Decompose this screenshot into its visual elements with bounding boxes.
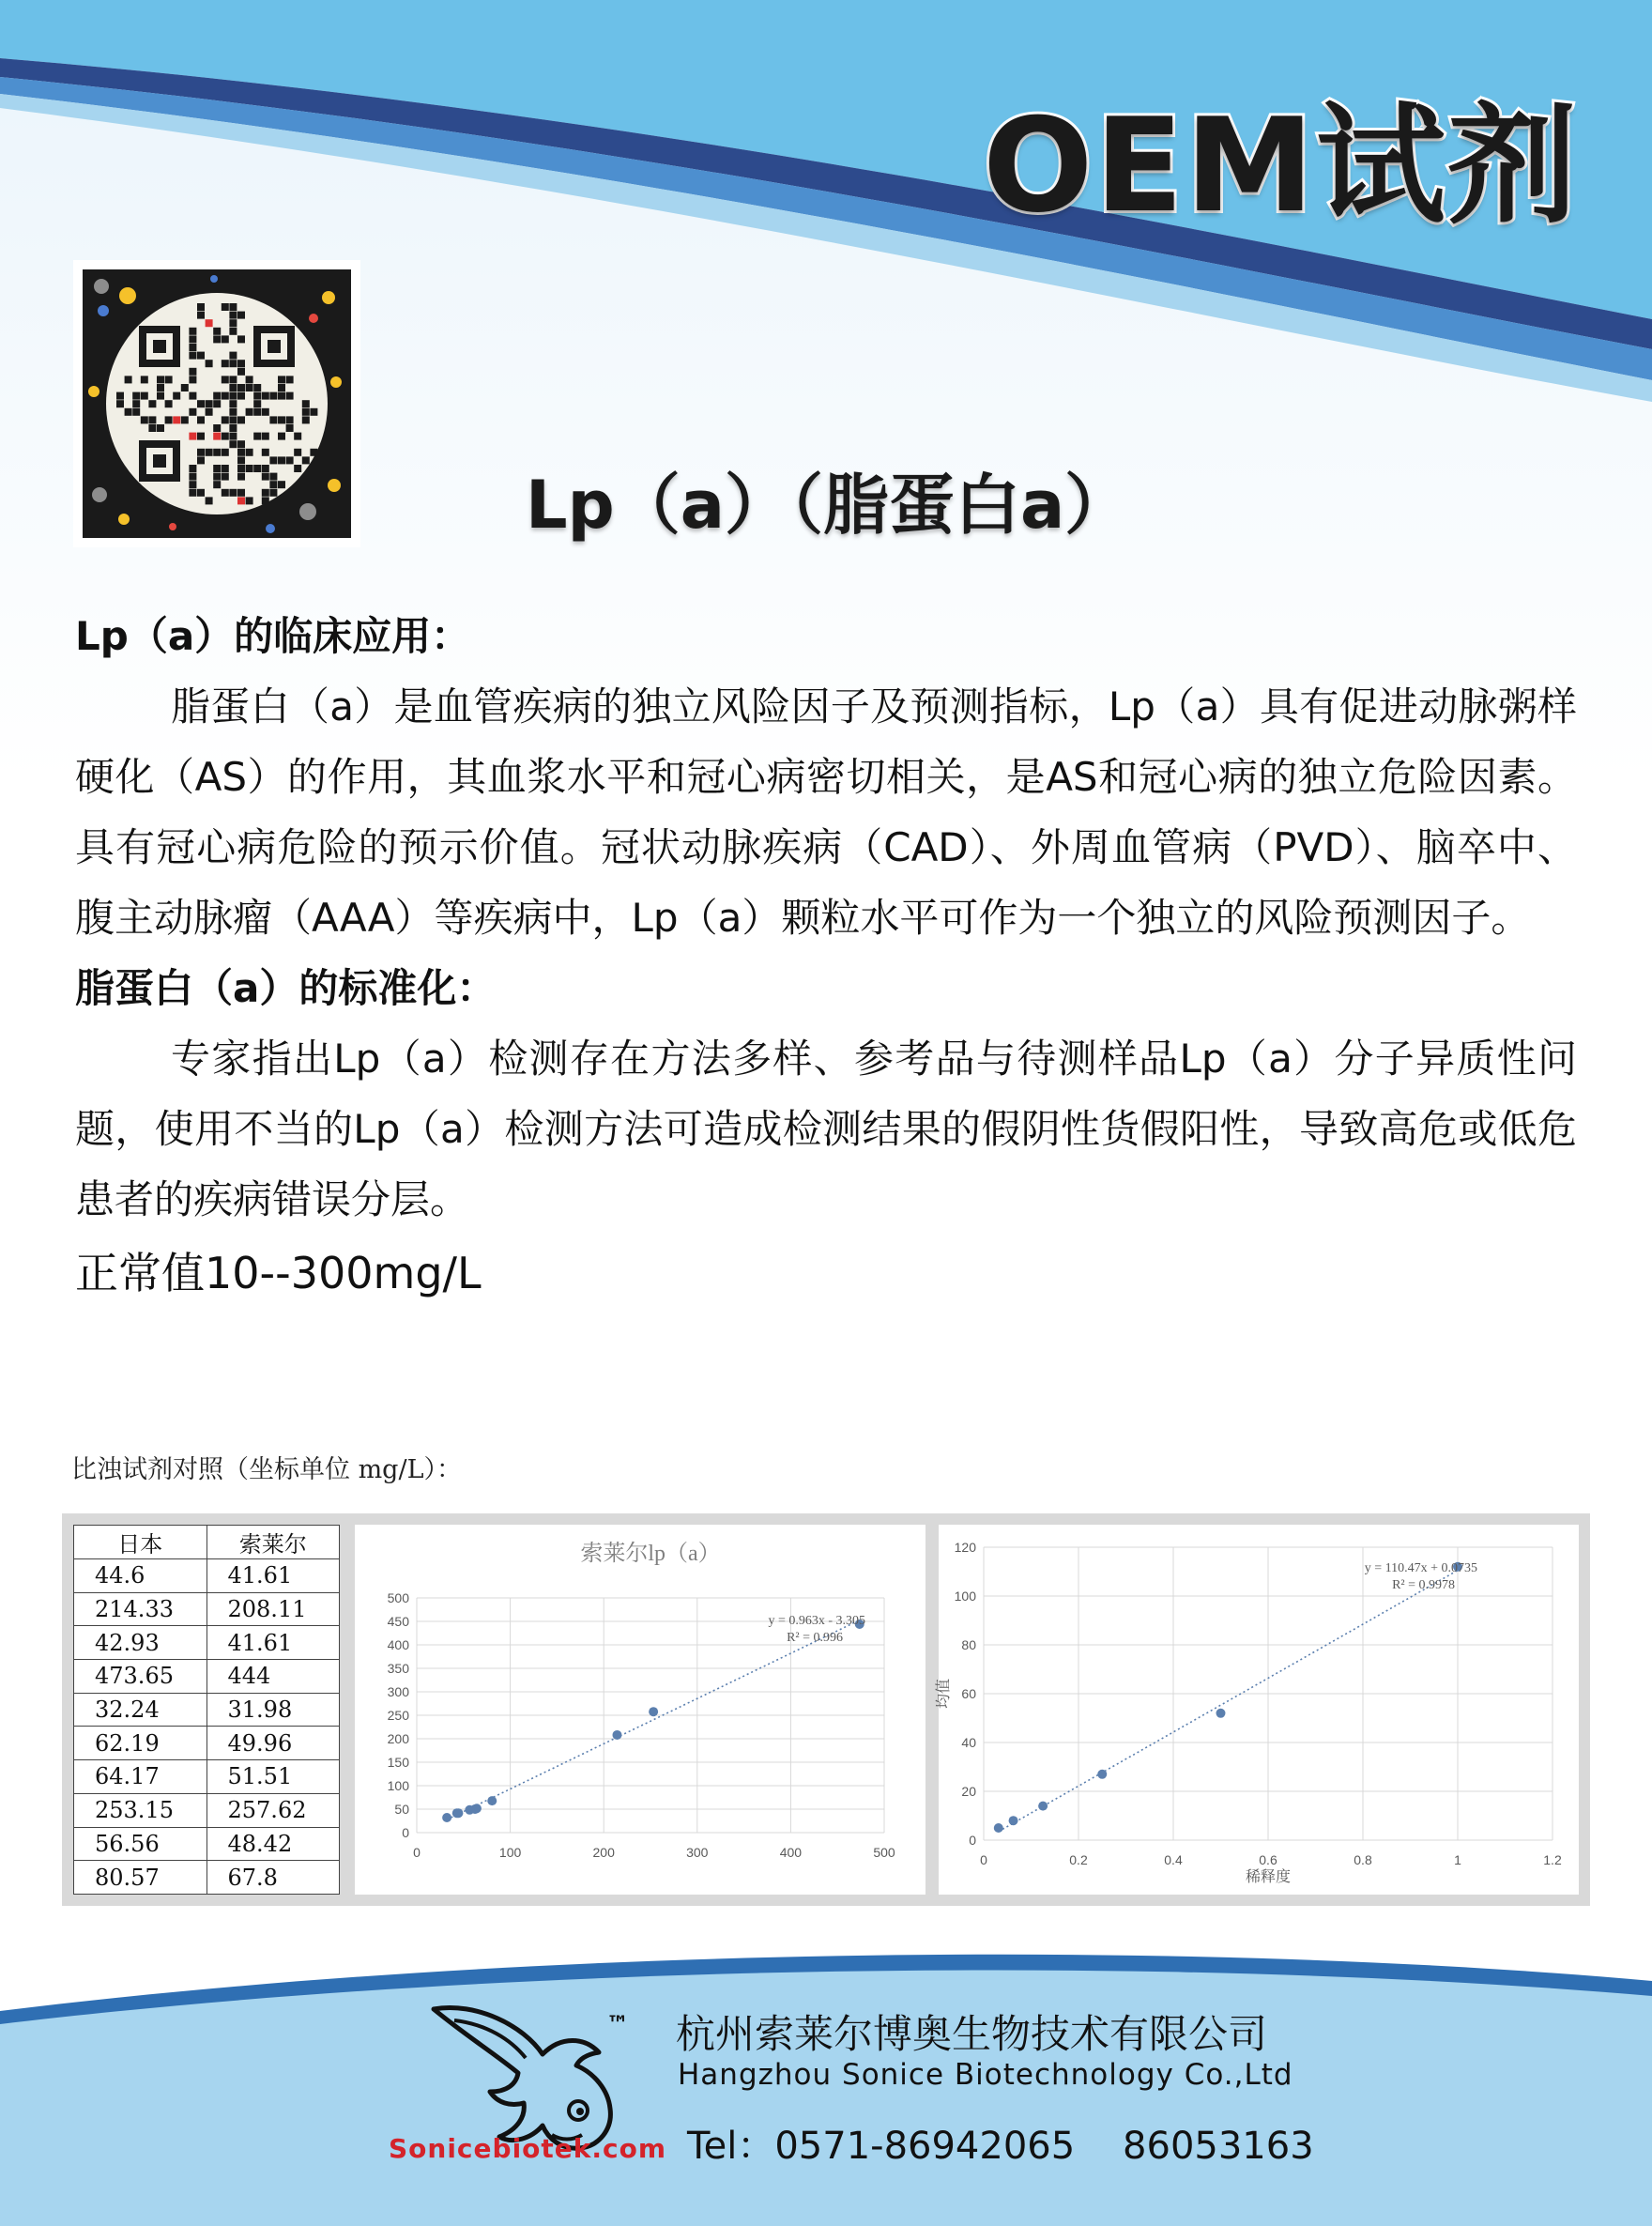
table-cell: 56.56 [74,1827,207,1861]
table-cell: 32.24 [74,1693,207,1727]
data-point [487,1796,497,1805]
comparison-panel [62,1513,1590,1906]
website-link[interactable]: Sonicebiotek.com [389,2133,667,2164]
data-point [612,1730,621,1740]
x-tick-label: 100 [498,1845,522,1860]
table-row [74,1827,340,1861]
table-cell: 31.98 [206,1693,340,1727]
x-tick-label: 1 [1454,1852,1461,1867]
headline: OEM试剂 [983,90,1579,241]
comparison-caption: 比浊试剂对照（坐标单位 mg/L）： [71,1455,462,1484]
y-tick-label: 300 [387,1684,409,1699]
y-tick-label: 20 [961,1784,976,1799]
x-tick-label: 0.2 [1069,1852,1088,1867]
table-cell: 257.62 [206,1793,340,1827]
table-cell: 51.51 [206,1760,340,1794]
standard-paragraph: 专家指出Lp（a）检测存在方法多样、参考品与待测样品Lp（a）分子异质性问题，使用不当的Lp（a）检测方法可造成检测结果的假阴性货假阳性，导致高危或低危患者的疾病错误分层。 [75,1036,1577,1222]
table-cell: 208.11 [206,1592,340,1626]
trendline-equation: y = 0.963x - 3.305 [768,1614,865,1628]
data-point [1009,1816,1018,1825]
data-point [1038,1802,1048,1811]
y-tick-label: 40 [961,1735,976,1750]
trendline-r2: R² = 0.9978 [1392,1578,1455,1592]
y-tick-label: 0 [402,1825,409,1840]
table-cell: 67.8 [206,1861,340,1895]
x-tick-label: 0 [980,1852,987,1867]
y-tick-label: 80 [961,1637,976,1652]
trendline [999,1571,1458,1832]
y-tick-label: 100 [387,1778,409,1793]
qr-code [73,260,360,547]
trendline-r2: R² = 0.996 [787,1631,843,1645]
x-tick-label: 0.8 [1354,1852,1372,1867]
column-header: 索莱尔 [206,1526,340,1559]
data-point [1097,1770,1107,1779]
trendline [447,1620,860,1820]
trendline-equation: y = 110.47x + 0.0735 [1364,1561,1477,1575]
y-tick-label: 450 [387,1614,409,1629]
y-tick-label: 350 [387,1661,409,1676]
telephone: Tel：0571-86942065 86053163 [687,2125,1314,2168]
table-row [74,1559,340,1593]
table-cell: 48.42 [206,1827,340,1861]
chart-title: 索莱尔lp（a） [580,1542,721,1566]
x-axis-label: 稀释度 [1245,1869,1292,1885]
x-tick-label: 400 [779,1845,803,1860]
x-tick-label: 200 [592,1845,615,1860]
y-tick-label: 60 [961,1686,976,1701]
table-cell: 473.65 [74,1660,207,1694]
y-tick-label: 120 [954,1540,976,1555]
chart-1-canvas [355,1525,925,1895]
table-cell: 44.6 [74,1559,207,1593]
company-name-cn: 杭州索莱尔博奥生物技术有限公司 [676,2011,1268,2057]
table-cell: 62.19 [74,1727,207,1760]
chart-2-canvas [936,1525,1579,1895]
y-tick-label: 150 [387,1755,409,1770]
table-row [74,1592,340,1626]
y-tick-label: 0 [969,1833,976,1848]
table-cell: 80.57 [74,1861,207,1895]
data-point [452,1808,462,1818]
comparison-table [73,1525,340,1895]
article-body [75,601,1577,1309]
y-tick-label: 100 [954,1589,976,1604]
table-header-row [74,1526,340,1559]
x-tick-label: 500 [873,1845,895,1860]
data-point [442,1813,451,1822]
scatter-chart-dilution [936,1525,1579,1895]
x-tick-label: 0.6 [1259,1852,1277,1867]
page-title: Lp（a）（脂蛋白a） [526,467,1131,544]
table-cell: 49.96 [206,1727,340,1760]
y-tick-label: 500 [387,1590,409,1605]
data-point [1216,1709,1226,1718]
x-tick-label: 1.2 [1543,1852,1562,1867]
table-cell: 214.33 [74,1592,207,1626]
table-cell: 42.93 [74,1626,207,1660]
clinical-paragraph: 脂蛋白（a）是血管疾病的独立风险因子及预测指标，Lp（a）具有促进动脉粥样硬化（AS）的作用，其血浆水平和冠心病密切相关，是AS和冠心病的独立危险因素。具有冠心病危险的预示价值。冠状动脉疾病（CAD）、外周血管病（PVD）、脑卒中、腹主动脉瘤（AAA）等疾病中，Lp（a）颗粒水平可作为一个独立的风险预测因子。 [75,683,1577,941]
table-cell: 253.15 [74,1793,207,1827]
table-cell: 41.61 [206,1559,340,1593]
table-row [74,1793,340,1827]
standard-heading: 脂蛋白（a）的标准化： [75,965,497,1011]
table-cell: 64.17 [74,1760,207,1794]
data-point [994,1823,1003,1833]
table-cell: 444 [206,1660,340,1694]
scatter-chart-comparison [355,1525,925,1895]
qr-code-icon [83,269,351,538]
table-row [74,1693,340,1727]
clinical-heading: Lp（a）的临床应用： [75,613,471,659]
table-row [74,1660,340,1694]
data-point [649,1707,658,1716]
y-tick-label: 250 [387,1708,409,1723]
y-tick-label: 200 [387,1731,409,1746]
table-row [74,1861,340,1895]
table-row [74,1727,340,1760]
y-axis-label: 均值 [936,1678,952,1710]
x-tick-label: 0.4 [1164,1852,1183,1867]
x-tick-label: 0 [413,1845,421,1860]
y-tick-label: 50 [394,1802,409,1817]
data-point [465,1805,474,1815]
table-row [74,1760,340,1794]
company-name-en: Hangzhou Sonice Biotechnology Co.,Ltd [678,2058,1293,2092]
normal-value: 正常值10--300mg/L [75,1248,482,1298]
column-header: 日本 [74,1526,207,1559]
y-tick-label: 400 [387,1637,409,1652]
x-tick-label: 300 [686,1845,709,1860]
table-row [74,1626,340,1660]
table-cell: 41.61 [206,1626,340,1660]
trademark-mark: ™ [606,2011,629,2037]
